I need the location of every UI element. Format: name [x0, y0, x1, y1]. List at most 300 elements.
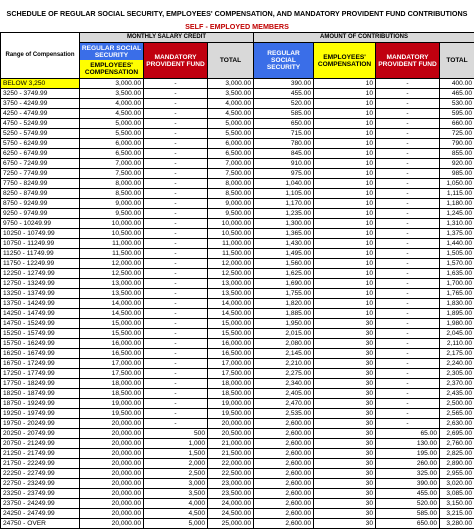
msc-total-cell: 15,500.00	[208, 329, 254, 339]
table-row	[1, 379, 474, 389]
table-row	[1, 319, 474, 329]
range-cell: 8750 - 9249.99	[1, 199, 80, 209]
msc-regular-cell: 5,000.00	[80, 119, 144, 129]
range-cell: 8250 - 8749.99	[1, 189, 80, 199]
range-cell: 24250 - 24749.99	[1, 509, 80, 519]
table-row	[1, 119, 474, 129]
contrib-ec-cell: 30	[314, 499, 376, 509]
table-row	[1, 369, 474, 379]
range-cell: 14250 - 14749.99	[1, 309, 80, 319]
contrib-regular-ss-cell: 1,300.00	[254, 219, 314, 229]
msc-total-cell: 20,000.00	[208, 419, 254, 429]
header-range-of-compensation: Range of Compensation	[1, 33, 80, 79]
range-cell: BELOW 3,250	[1, 79, 80, 89]
contrib-total-cell: 920.00	[440, 159, 474, 169]
contrib-mpf-cell: -	[376, 79, 440, 89]
msc-total-cell: 23,000.00	[208, 479, 254, 489]
contrib-regular-ss-cell: 2,600.00	[254, 449, 314, 459]
contrib-total-cell: 2,045.00	[440, 329, 474, 339]
contrib-total-cell: 2,240.00	[440, 359, 474, 369]
contrib-mpf-cell: -	[376, 309, 440, 319]
range-cell: 15750 - 16249.99	[1, 339, 80, 349]
table-row	[1, 129, 474, 139]
contrib-regular-ss-cell: 715.00	[254, 129, 314, 139]
contrib-total-cell: 985.00	[440, 169, 474, 179]
contrib-total-cell: 1,440.00	[440, 239, 474, 249]
contrib-mpf-cell: -	[376, 109, 440, 119]
msc-total-cell: 24,500.00	[208, 509, 254, 519]
range-cell: 13250 - 13749.99	[1, 289, 80, 299]
msc-mpf-cell: 1,500	[144, 449, 208, 459]
table-row	[1, 279, 474, 289]
contrib-regular-ss-cell: 1,235.00	[254, 209, 314, 219]
msc-mpf-cell: -	[144, 399, 208, 409]
table-row	[1, 489, 474, 499]
msc-mpf-cell: 2,000	[144, 459, 208, 469]
msc-regular-cell: 20,000.00	[80, 419, 144, 429]
schedule-subtitle: SELF - EMPLOYED MEMBERS	[0, 22, 474, 32]
contrib-ec-cell: 30	[314, 369, 376, 379]
table-row	[1, 259, 474, 269]
header-contrib-total: TOTAL	[440, 43, 474, 79]
contrib-ec-cell: 10	[314, 109, 376, 119]
msc-regular-cell: 12,000.00	[80, 259, 144, 269]
range-cell: 18750 - 19249.99	[1, 399, 80, 409]
range-cell: 7750 - 8249.99	[1, 179, 80, 189]
contrib-total-cell: 3,020.00	[440, 479, 474, 489]
header-regular-ss-ec	[80, 43, 144, 79]
msc-regular-cell: 17,000.00	[80, 359, 144, 369]
table-row	[1, 499, 474, 509]
msc-regular-cell: 6,500.00	[80, 149, 144, 159]
table-row	[1, 249, 474, 259]
msc-total-cell: 12,500.00	[208, 269, 254, 279]
msc-mpf-cell: 500	[144, 429, 208, 439]
contrib-regular-ss-cell: 2,600.00	[254, 469, 314, 479]
range-cell: 12750 - 13249.99	[1, 279, 80, 289]
contrib-mpf-cell: 585.00	[376, 509, 440, 519]
msc-regular-cell: 16,000.00	[80, 339, 144, 349]
contrib-total-cell: 2,890.00	[440, 459, 474, 469]
contrib-ec-cell: 10	[314, 149, 376, 159]
contrib-total-cell: 3,085.00	[440, 489, 474, 499]
range-cell: 5750 - 6249.99	[1, 139, 80, 149]
msc-total-cell: 20,500.00	[208, 429, 254, 439]
contrib-regular-ss-cell: 2,080.00	[254, 339, 314, 349]
contrib-regular-ss-cell: 780.00	[254, 139, 314, 149]
msc-total-cell: 25,000.00	[208, 519, 254, 529]
msc-mpf-cell: -	[144, 319, 208, 329]
msc-mpf-cell: 4,000	[144, 499, 208, 509]
contrib-regular-ss-cell: 1,040.00	[254, 179, 314, 189]
table-row	[1, 329, 474, 339]
table-row	[1, 269, 474, 279]
contrib-ec-cell: 10	[314, 79, 376, 89]
contrib-ec-cell: 30	[314, 319, 376, 329]
msc-regular-cell: 4,500.00	[80, 109, 144, 119]
msc-regular-cell: 10,000.00	[80, 219, 144, 229]
contrib-mpf-cell: -	[376, 99, 440, 109]
contrib-total-cell: 2,955.00	[440, 469, 474, 479]
msc-total-cell: 9,500.00	[208, 209, 254, 219]
schedule-title: SCHEDULE OF REGULAR SOCIAL SECURITY, EMPLOYEES' COMPENSATION, AND MANDATORY PROVIDENT FUND CONTRIBUTIONS	[0, 9, 474, 19]
contrib-ec-cell: 30	[314, 429, 376, 439]
msc-regular-cell: 3,000.00	[80, 79, 144, 89]
msc-regular-cell: 20,000.00	[80, 469, 144, 479]
msc-total-cell: 8,000.00	[208, 179, 254, 189]
contrib-ec-cell: 10	[314, 259, 376, 269]
contrib-total-cell: 855.00	[440, 149, 474, 159]
table-row	[1, 229, 474, 239]
contrib-mpf-cell: -	[376, 359, 440, 369]
contrib-regular-ss-cell: 2,210.00	[254, 359, 314, 369]
contrib-total-cell: 660.00	[440, 119, 474, 129]
range-cell: 22250 - 22749.99	[1, 469, 80, 479]
header-amount-of-contributions: AMOUNT OF CONTRIBUTIONS	[254, 33, 474, 43]
msc-mpf-cell: -	[144, 329, 208, 339]
range-cell: 3250 - 3749.99	[1, 89, 80, 99]
contrib-regular-ss-cell: 2,600.00	[254, 519, 314, 529]
contrib-total-cell: 1,980.00	[440, 319, 474, 329]
msc-mpf-cell: 3,000	[144, 479, 208, 489]
table-row	[1, 449, 474, 459]
contrib-total-cell: 790.00	[440, 139, 474, 149]
msc-mpf-cell: 2,500	[144, 469, 208, 479]
contrib-mpf-cell: -	[376, 169, 440, 179]
msc-mpf-cell: -	[144, 229, 208, 239]
table-row	[1, 209, 474, 219]
contrib-regular-ss-cell: 2,600.00	[254, 439, 314, 449]
range-cell: 19250 - 19749.99	[1, 409, 80, 419]
contrib-regular-ss-cell: 2,600.00	[254, 459, 314, 469]
contrib-mpf-cell: -	[376, 339, 440, 349]
msc-regular-cell: 10,500.00	[80, 229, 144, 239]
msc-regular-cell: 20,000.00	[80, 439, 144, 449]
contrib-total-cell: 1,570.00	[440, 259, 474, 269]
contrib-ec-cell: 10	[314, 229, 376, 239]
msc-regular-cell: 13,000.00	[80, 279, 144, 289]
contrib-regular-ss-cell: 1,170.00	[254, 199, 314, 209]
contrib-total-cell: 1,830.00	[440, 299, 474, 309]
msc-total-cell: 8,500.00	[208, 189, 254, 199]
header-msc-mpf: MANDATORY PROVIDENT FUND	[144, 43, 208, 79]
contrib-mpf-cell: -	[376, 209, 440, 219]
msc-total-cell: 7,000.00	[208, 159, 254, 169]
contrib-regular-ss-cell: 1,625.00	[254, 269, 314, 279]
contrib-ec-cell: 30	[314, 469, 376, 479]
range-cell: 4250 - 4749.99	[1, 109, 80, 119]
range-cell: 21250 - 21749.99	[1, 449, 80, 459]
msc-total-cell: 11,000.00	[208, 239, 254, 249]
table-row	[1, 409, 474, 419]
contrib-regular-ss-cell: 2,145.00	[254, 349, 314, 359]
contrib-regular-ss-cell: 1,820.00	[254, 299, 314, 309]
contrib-ec-cell: 10	[314, 119, 376, 129]
contrib-total-cell: 1,050.00	[440, 179, 474, 189]
contrib-mpf-cell: 260.00	[376, 459, 440, 469]
contrib-regular-ss-cell: 455.00	[254, 89, 314, 99]
contrib-regular-ss-cell: 1,365.00	[254, 229, 314, 239]
table-row	[1, 179, 474, 189]
msc-total-cell: 19,500.00	[208, 409, 254, 419]
contrib-mpf-cell: -	[376, 219, 440, 229]
table-row	[1, 429, 474, 439]
msc-mpf-cell: -	[144, 359, 208, 369]
contrib-ec-cell: 30	[314, 439, 376, 449]
msc-mpf-cell: -	[144, 109, 208, 119]
msc-regular-cell: 16,500.00	[80, 349, 144, 359]
contrib-total-cell: 2,370.00	[440, 379, 474, 389]
contrib-total-cell: 1,115.00	[440, 189, 474, 199]
contrib-ec-cell: 10	[314, 159, 376, 169]
table-row	[1, 289, 474, 299]
msc-total-cell: 3,000.00	[208, 79, 254, 89]
msc-regular-cell: 9,000.00	[80, 199, 144, 209]
range-cell: 23750 - 24249.99	[1, 499, 80, 509]
contrib-ec-cell: 30	[314, 479, 376, 489]
msc-total-cell: 14,500.00	[208, 309, 254, 319]
contrib-mpf-cell: -	[376, 389, 440, 399]
header-employees-compensation-part: EMPLOYEES' COMPENSATION	[80, 60, 143, 78]
contrib-ec-cell: 30	[314, 339, 376, 349]
contrib-total-cell: 3,215.00	[440, 509, 474, 519]
contrib-mpf-cell: -	[376, 419, 440, 429]
msc-mpf-cell: -	[144, 189, 208, 199]
contrib-total-cell: 2,305.00	[440, 369, 474, 379]
msc-total-cell: 21,500.00	[208, 449, 254, 459]
msc-mpf-cell: -	[144, 299, 208, 309]
msc-mpf-cell: -	[144, 89, 208, 99]
msc-total-cell: 5,000.00	[208, 119, 254, 129]
contrib-regular-ss-cell: 1,495.00	[254, 249, 314, 259]
contrib-mpf-cell: -	[376, 89, 440, 99]
msc-total-cell: 4,500.00	[208, 109, 254, 119]
table-row	[1, 399, 474, 409]
contrib-ec-cell: 10	[314, 249, 376, 259]
msc-regular-cell: 14,000.00	[80, 299, 144, 309]
header-contrib-mpf: MANDATORY PROVIDENT FUND	[376, 43, 440, 79]
contrib-mpf-cell: -	[376, 279, 440, 289]
msc-mpf-cell: -	[144, 389, 208, 399]
contrib-total-cell: 1,765.00	[440, 289, 474, 299]
msc-total-cell: 9,000.00	[208, 199, 254, 209]
contrib-ec-cell: 10	[314, 89, 376, 99]
contrib-mpf-cell: -	[376, 249, 440, 259]
msc-total-cell: 13,000.00	[208, 279, 254, 289]
contrib-total-cell: 2,175.00	[440, 349, 474, 359]
msc-total-cell: 6,500.00	[208, 149, 254, 159]
table-row	[1, 519, 474, 529]
table-row	[1, 139, 474, 149]
contrib-mpf-cell: -	[376, 229, 440, 239]
msc-mpf-cell: 5,000	[144, 519, 208, 529]
range-cell: 7250 - 7749.99	[1, 169, 80, 179]
contrib-mpf-cell: 650.00	[376, 519, 440, 529]
contrib-regular-ss-cell: 1,690.00	[254, 279, 314, 289]
msc-regular-cell: 8,000.00	[80, 179, 144, 189]
msc-mpf-cell: -	[144, 349, 208, 359]
range-cell: 5250 - 5749.99	[1, 129, 80, 139]
table-row	[1, 99, 474, 109]
msc-mpf-cell: -	[144, 269, 208, 279]
msc-total-cell: 18,000.00	[208, 379, 254, 389]
msc-regular-cell: 7,500.00	[80, 169, 144, 179]
msc-total-cell: 5,500.00	[208, 129, 254, 139]
table-row	[1, 199, 474, 209]
msc-total-cell: 4,000.00	[208, 99, 254, 109]
table-row	[1, 79, 474, 89]
contribution-table	[0, 32, 474, 529]
contrib-ec-cell: 30	[314, 489, 376, 499]
msc-total-cell: 11,500.00	[208, 249, 254, 259]
msc-total-cell: 13,500.00	[208, 289, 254, 299]
contrib-regular-ss-cell: 2,470.00	[254, 399, 314, 409]
contrib-mpf-cell: -	[376, 159, 440, 169]
msc-regular-cell: 20,000.00	[80, 429, 144, 439]
contrib-ec-cell: 10	[314, 239, 376, 249]
msc-regular-cell: 13,500.00	[80, 289, 144, 299]
msc-regular-cell: 11,000.00	[80, 239, 144, 249]
msc-mpf-cell: -	[144, 249, 208, 259]
msc-regular-cell: 8,500.00	[80, 189, 144, 199]
contrib-total-cell: 1,505.00	[440, 249, 474, 259]
contrib-ec-cell: 30	[314, 449, 376, 459]
msc-total-cell: 24,000.00	[208, 499, 254, 509]
contrib-mpf-cell: -	[376, 139, 440, 149]
header-msc-total: TOTAL	[208, 43, 254, 79]
contrib-mpf-cell: -	[376, 379, 440, 389]
contrib-total-cell: 2,110.00	[440, 339, 474, 349]
contrib-mpf-cell: -	[376, 189, 440, 199]
msc-mpf-cell: -	[144, 79, 208, 89]
contrib-mpf-cell: -	[376, 179, 440, 189]
contrib-total-cell: 2,695.00	[440, 429, 474, 439]
contrib-ec-cell: 30	[314, 409, 376, 419]
msc-regular-cell: 17,500.00	[80, 369, 144, 379]
table-row	[1, 149, 474, 159]
contrib-mpf-cell: -	[376, 299, 440, 309]
contrib-total-cell: 3,150.00	[440, 499, 474, 509]
contrib-regular-ss-cell: 2,600.00	[254, 419, 314, 429]
contrib-ec-cell: 30	[314, 459, 376, 469]
table-row	[1, 509, 474, 519]
msc-mpf-cell: -	[144, 259, 208, 269]
contrib-mpf-cell: -	[376, 399, 440, 409]
contrib-mpf-cell: -	[376, 149, 440, 159]
contrib-ec-cell: 10	[314, 139, 376, 149]
table-row	[1, 299, 474, 309]
msc-total-cell: 7,500.00	[208, 169, 254, 179]
contrib-mpf-cell: -	[376, 259, 440, 269]
contrib-ec-cell: 30	[314, 329, 376, 339]
contrib-mpf-cell: -	[376, 349, 440, 359]
header-regular-social-security-part: REGULAR SOCIAL SECURITY	[80, 43, 143, 60]
contrib-ec-cell: 10	[314, 129, 376, 139]
table-row	[1, 109, 474, 119]
contrib-ec-cell: 10	[314, 309, 376, 319]
msc-total-cell: 14,000.00	[208, 299, 254, 309]
range-cell: 6250 - 6749.99	[1, 149, 80, 159]
msc-regular-cell: 6,000.00	[80, 139, 144, 149]
msc-regular-cell: 15,500.00	[80, 329, 144, 339]
contrib-ec-cell: 10	[314, 289, 376, 299]
range-cell: 16750 - 17249.99	[1, 359, 80, 369]
contrib-ec-cell: 30	[314, 399, 376, 409]
header-monthly-salary-credit: MONTHLY SALARY CREDIT	[80, 33, 254, 43]
contrib-ec-cell: 10	[314, 179, 376, 189]
msc-total-cell: 16,500.00	[208, 349, 254, 359]
contrib-ec-cell: 30	[314, 519, 376, 529]
range-cell: 12250 - 12749.99	[1, 269, 80, 279]
table-row	[1, 359, 474, 369]
range-cell: 4750 - 5249.99	[1, 119, 80, 129]
range-cell: 15250 - 15749.99	[1, 329, 80, 339]
contrib-ec-cell: 30	[314, 349, 376, 359]
table-body	[1, 79, 474, 529]
msc-regular-cell: 20,000.00	[80, 489, 144, 499]
msc-mpf-cell: -	[144, 419, 208, 429]
contrib-regular-ss-cell: 2,600.00	[254, 489, 314, 499]
msc-total-cell: 18,500.00	[208, 389, 254, 399]
range-cell: 23250 - 23749.99	[1, 489, 80, 499]
msc-mpf-cell: -	[144, 179, 208, 189]
contrib-regular-ss-cell: 2,600.00	[254, 499, 314, 509]
msc-total-cell: 3,500.00	[208, 89, 254, 99]
contrib-regular-ss-cell: 910.00	[254, 159, 314, 169]
msc-regular-cell: 20,000.00	[80, 479, 144, 489]
contrib-total-cell: 595.00	[440, 109, 474, 119]
table-row	[1, 219, 474, 229]
contrib-mpf-cell: 195.00	[376, 449, 440, 459]
msc-mpf-cell: -	[144, 149, 208, 159]
msc-regular-cell: 20,000.00	[80, 459, 144, 469]
msc-regular-cell: 19,000.00	[80, 399, 144, 409]
contrib-regular-ss-cell: 975.00	[254, 169, 314, 179]
range-cell: 20250 - 20749.99	[1, 429, 80, 439]
contrib-ec-cell: 10	[314, 219, 376, 229]
contrib-total-cell: 465.00	[440, 89, 474, 99]
contrib-mpf-cell: 325.00	[376, 469, 440, 479]
msc-mpf-cell: -	[144, 309, 208, 319]
contrib-total-cell: 2,500.00	[440, 399, 474, 409]
range-cell: 19750 - 20249.99	[1, 419, 80, 429]
msc-mpf-cell: -	[144, 209, 208, 219]
contrib-regular-ss-cell: 585.00	[254, 109, 314, 119]
range-cell: 14750 - 15249.99	[1, 319, 80, 329]
contrib-mpf-cell: -	[376, 129, 440, 139]
range-cell: 24750 - OVER	[1, 519, 80, 529]
contrib-mpf-cell: 65.00	[376, 429, 440, 439]
msc-regular-cell: 20,000.00	[80, 509, 144, 519]
range-cell: 20750 - 21249.99	[1, 439, 80, 449]
table-row	[1, 469, 474, 479]
contrib-mpf-cell: -	[376, 239, 440, 249]
msc-mpf-cell: -	[144, 409, 208, 419]
msc-regular-cell: 5,500.00	[80, 129, 144, 139]
contrib-regular-ss-cell: 1,885.00	[254, 309, 314, 319]
contrib-total-cell: 1,375.00	[440, 229, 474, 239]
range-cell: 3750 - 4249.99	[1, 99, 80, 109]
msc-mpf-cell: -	[144, 169, 208, 179]
msc-regular-cell: 18,000.00	[80, 379, 144, 389]
msc-mpf-cell: 4,500	[144, 509, 208, 519]
msc-total-cell: 10,500.00	[208, 229, 254, 239]
contrib-ec-cell: 10	[314, 299, 376, 309]
msc-total-cell: 17,500.00	[208, 369, 254, 379]
msc-mpf-cell: -	[144, 279, 208, 289]
contrib-mpf-cell: 390.00	[376, 479, 440, 489]
msc-regular-cell: 15,000.00	[80, 319, 144, 329]
